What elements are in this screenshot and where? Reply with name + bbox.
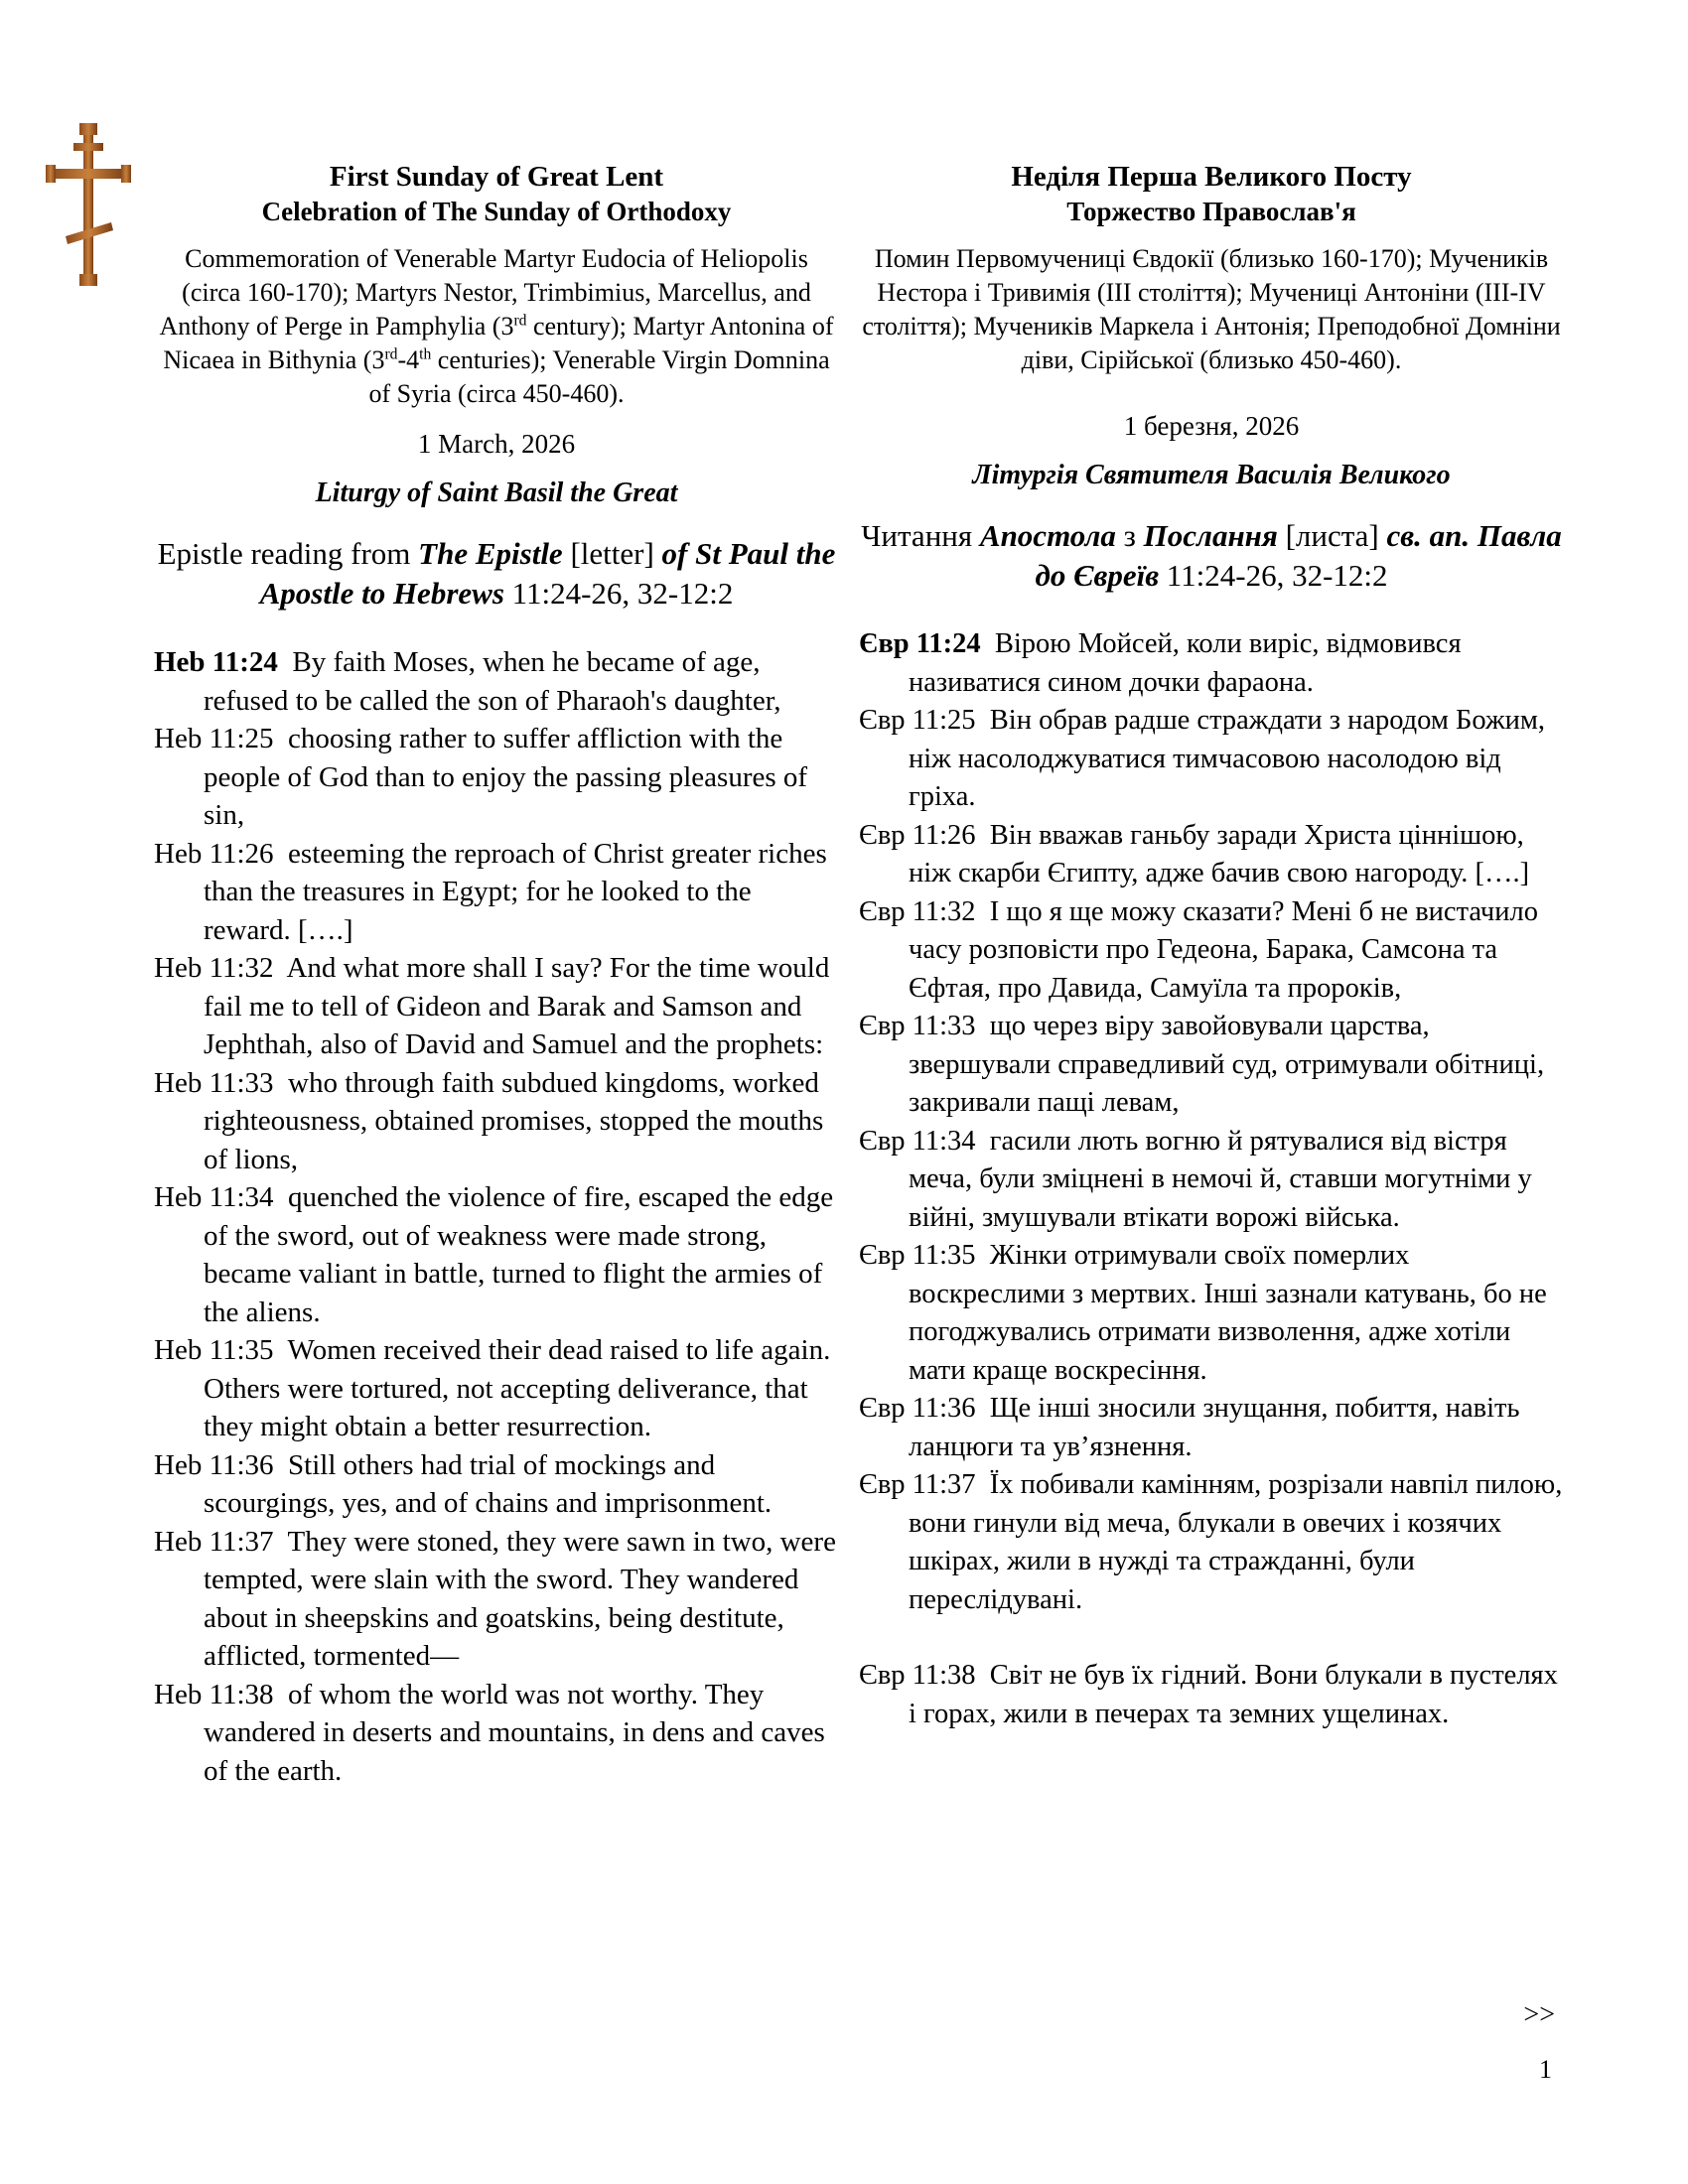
verse-ref: Heb 11:24 — [154, 646, 278, 678]
commemoration-text-uk: Помин Первомучениці Євдокії (близько 160-170); Мучеників Нестора і Тривимія (III століття); Мучениці Антоніни (III-IV століття); Мучеників Маркела і Антонія; Преподобної Домніни діви, Сірійської (близько 450-460). — [862, 244, 1561, 374]
verse-ref: Євр 11:36 — [859, 1393, 976, 1424]
verse-list — [154, 643, 839, 1790]
verse-ref: Євр 11:24 — [859, 628, 981, 659]
verse: Heb 11:32 And what more shall I say? For the time would fail me to tell of Gideon and Barak and Samson and Jephthah, also of David and Samuel and the prophets: — [154, 952, 830, 1060]
epistle-heading: Epistle reading from The Epistle [letter] of St Paul the Apostle to Hebrews 11:24-26, 32-12:2 — [157, 536, 836, 611]
verse: Євр 11:26 Він вважав ганьбу заради Христа ціннішою, ніж скарби Єгипту, адже бачив свою нагороду. [….] — [859, 819, 1530, 888]
verse: Heb 11:34 quenched the violence of fire, escaped the edge of the sword, out of weakness were made strong, became valiant in battle, turned to flight the armies of the aliens. — [154, 1181, 834, 1328]
verse: Heb 11:38 of whom the world was not worthy. They wandered in deserts and mountains, in dens and caves of the earth. — [154, 1678, 825, 1787]
verse: Євр 11:24 Вірою Мойсей, коли виріс, відмовився називатися сином дочки фараона. — [859, 628, 1462, 698]
verse-ref: Heb 11:37 — [154, 1525, 274, 1558]
english-column — [154, 159, 839, 1790]
verse: Євр 11:33 що через віру завойовували царства, звершували справедливий суд, отримували обітниці, закривали пащі левам, — [859, 1011, 1545, 1118]
verse: Heb 11:37 They were stoned, they were sawn in two, were tempted, were slain with the sword. They wandered about in sheepskins and goatskins, being destitute, afflicted, tormented— — [154, 1525, 836, 1672]
orthodox-cross-icon — [44, 119, 133, 290]
date-uk: 1 березня, 2026 — [1123, 411, 1300, 441]
commemoration-text: Commemoration of Venerable Martyr Eudocia of Heliopolis (circa 160-170); Martyrs Nestor, Trimbimius, Marcellus, and Anthony of Perge in Pamphylia (3rd century); Martyr Antonina of Nicaea in Bithynia (3rd-4th centuries); Venerable Virgin Domnina of Syria (circa 450-460). — [159, 244, 834, 408]
liturgy-title-uk: Літургія Святителя Василія Великого — [972, 460, 1451, 490]
page-title-uk: Неділя Перша Великого Посту — [1011, 161, 1412, 193]
verse-ref: Heb 11:35 — [154, 1334, 274, 1366]
page-title: First Sunday of Great Lent — [329, 161, 664, 193]
continued-marker: >> — [1523, 1999, 1555, 2030]
verse-list-uk — [859, 625, 1564, 1733]
verse-ref: Heb 11:32 — [154, 952, 274, 984]
verse: Євр 11:38 Світ не був їх гідний. Вони блукали в пустелях і горах, жили в печерах та земних ущелинах. — [859, 1660, 1558, 1729]
verse-ref: Євр 11:37 — [859, 1469, 976, 1500]
verse-ref: Heb 11:33 — [154, 1066, 274, 1099]
verse: Heb 11:36 Still others had trial of mockings and scourgings, yes, and of chains and imprisonment. — [154, 1448, 773, 1519]
verse: Heb 11:25 choosing rather to suffer affliction with the people of God than to enjoy the passing pleasures of sin, — [154, 723, 808, 831]
page-subtitle-uk: Торжество Православ'я — [1066, 197, 1356, 226]
verse-ref: Євр 11:35 — [859, 1240, 976, 1271]
verse-ref: Євр 11:26 — [859, 819, 976, 851]
verse: Євр 11:32 І що я ще можу сказати? Мені б не вистачило часу розповісти про Гедеона, Барака, Самсона та Єфтая, про Давида, Самуїла та пророків, — [859, 895, 1538, 1004]
verse-ref: Євр 11:38 — [859, 1660, 976, 1691]
verse: Євр 11:37 Їх побивали камінням, розрізали навпіл пилою, вони гинули від меча, блукали в овечих і козячих шкірах, жили в нужді та стражданні, були переслідувані. — [859, 1469, 1563, 1615]
verse: Євр 11:25 Він обрав радше страждати з народом Божим, ніж насолоджуватися тимчасовою насолодою від гріха. — [859, 705, 1546, 812]
verse-ref: Євр 11:32 — [859, 895, 976, 927]
verse-ref: Євр 11:34 — [859, 1125, 976, 1157]
page-subtitle: Celebration of The Sunday of Orthodoxy — [261, 197, 732, 226]
verse: Євр 11:34 гасили лють вогню й рятувалися від вістря меча, були зміцнені в немочі й, ставши могутніми у війні, змушували втікати ворожі війська. — [859, 1125, 1532, 1233]
ukrainian-column — [859, 159, 1564, 1733]
verse-ref: Євр 11:25 — [859, 705, 976, 736]
liturgy-title: Liturgy of Saint Basil the Great — [315, 478, 678, 508]
verse: Євр 11:36 Ще інші зносили знущання, побиття, навіть ланцюги та ув’язнення. — [859, 1393, 1520, 1462]
verse-ref: Heb 11:34 — [154, 1181, 274, 1213]
verse-ref: Євр 11:33 — [859, 1011, 976, 1041]
verse: Heb 11:33 who through faith subdued kingdoms, worked righteousness, obtained promises, stopped the mouths of lions, — [154, 1066, 824, 1175]
verse-ref: Heb 11:38 — [154, 1678, 274, 1710]
date: 1 March, 2026 — [417, 429, 576, 459]
verse: Heb 11:24 By faith Moses, when he became of age, refused to be called the son of Pharaoh's daughter, — [154, 646, 781, 717]
page-number: 1 — [1539, 2055, 1552, 2084]
verse: Heb 11:26 esteeming the reproach of Christ greater riches than the treasures in Egypt; for he looked to the reward. [….] — [154, 837, 827, 946]
verse-ref: Heb 11:36 — [154, 1448, 274, 1481]
verse-ref: Heb 11:25 — [154, 723, 274, 754]
verse: Євр 11:35 Жінки отримували своїх померлих воскреслими з мертвих. Інші зазнали катувань, бо не погоджувались отримати визволення, адже хотіли мати краще воскресіння. — [859, 1240, 1547, 1386]
epistle-heading-uk: Читання Апостола з Послання [листа] св. ап. Павла до Євреїв 11:24-26, 32-12:2 — [861, 518, 1562, 593]
verse-ref: Heb 11:26 — [154, 837, 274, 870]
verse: Heb 11:35 Women received their dead raised to life again. Others were tortured, not accepting deliverance, that they might obtain a better resurrection. — [154, 1334, 831, 1442]
